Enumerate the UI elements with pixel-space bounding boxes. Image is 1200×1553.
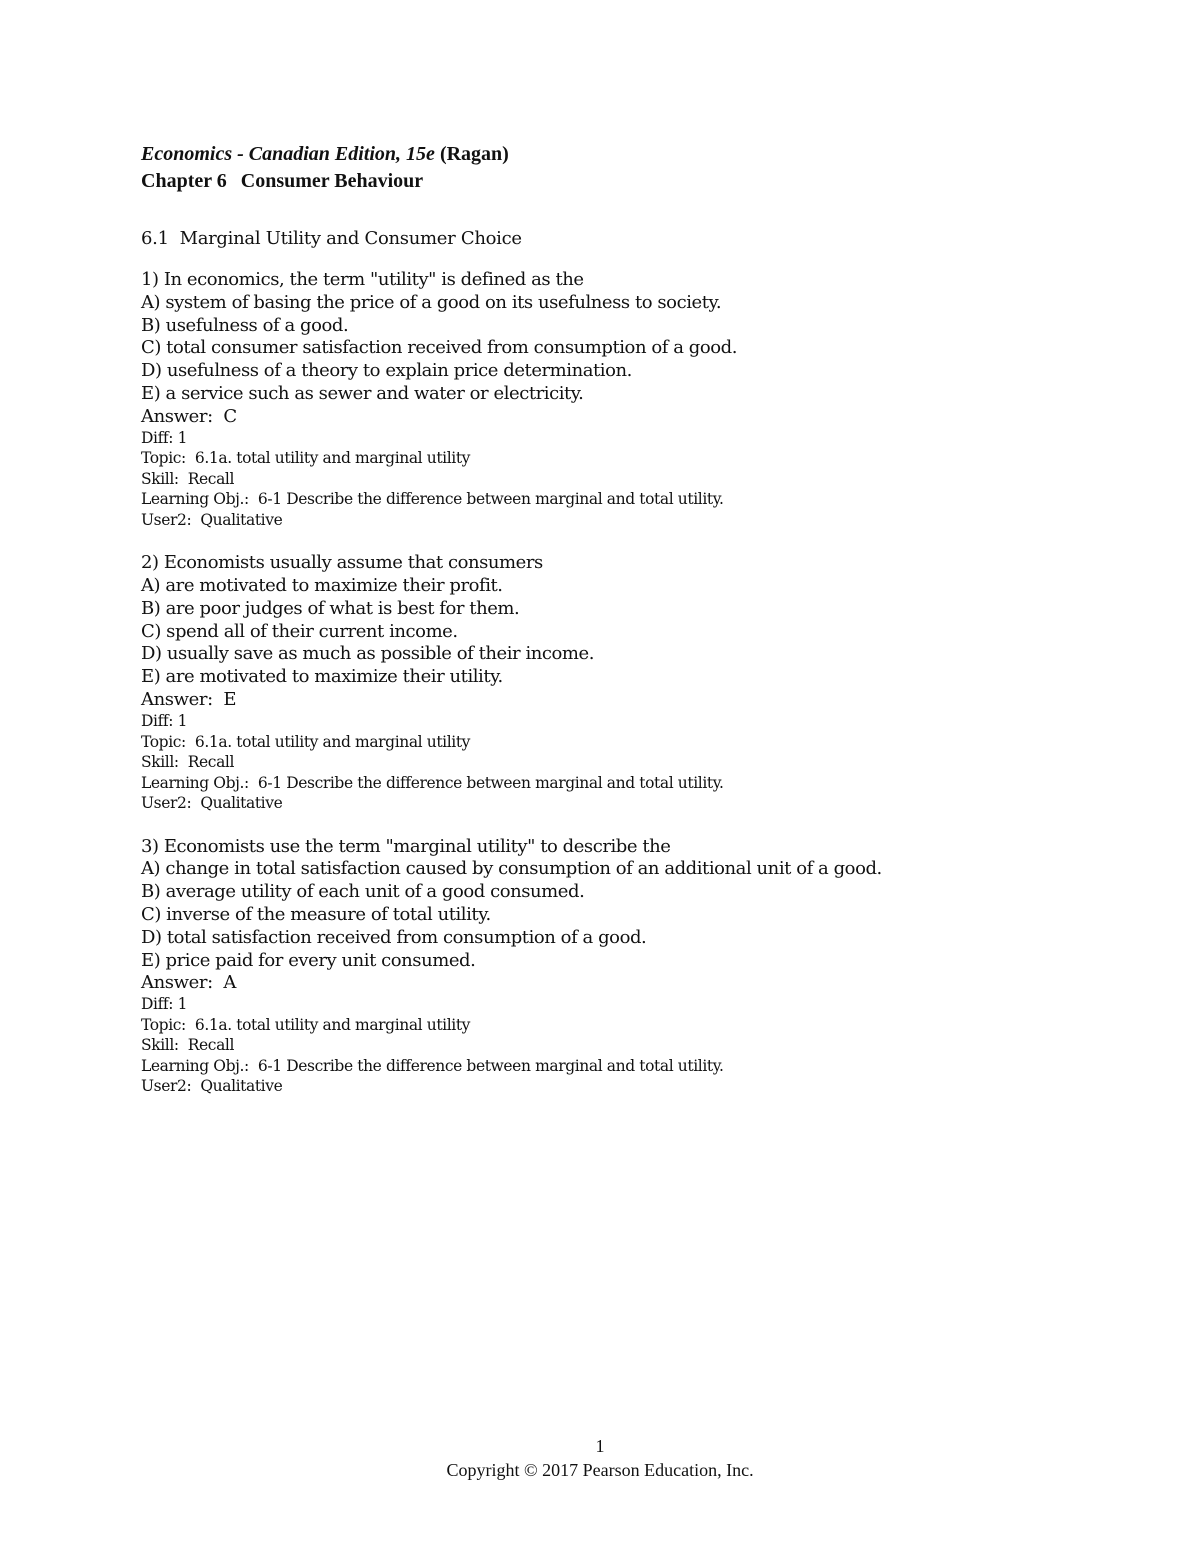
option-e: E) price paid for every unit consumed. xyxy=(141,949,476,971)
diff-line: Diff: 1 xyxy=(141,428,188,447)
question-stem: 3) Economists use the term "marginal utility" to describe the xyxy=(141,835,671,857)
topic-line: Topic: 6.1a. total utility and marginal utility xyxy=(141,732,471,751)
answer-line: Answer: A xyxy=(141,972,237,994)
option-a: A) are motivated to maximize their profit. xyxy=(141,575,503,597)
learning-obj-line: Learning Obj.: 6-1 Describe the difference between marginal and total utility. xyxy=(141,1056,724,1075)
answer-line: Answer: C xyxy=(141,405,237,427)
skill-line: Skill: Recall xyxy=(141,753,235,772)
diff-line: Diff: 1 xyxy=(141,712,188,731)
option-c: C) inverse of the measure of total utility. xyxy=(141,903,491,925)
section-title: 6.1 Marginal Utility and Consumer Choice xyxy=(141,228,522,249)
option-b: B) average utility of each unit of a good consumed. xyxy=(141,881,585,903)
option-b: B) are poor judges of what is best for them. xyxy=(141,597,520,619)
option-d: D) usefulness of a theory to explain price determination. xyxy=(141,360,632,382)
chapter-title: Consumer Behaviour xyxy=(240,170,424,192)
skill-line: Skill: Recall xyxy=(141,1036,235,1055)
question-2 xyxy=(141,552,1101,813)
learning-obj-line: Learning Obj.: 6-1 Describe the difference between marginal and total utility. xyxy=(141,773,724,792)
question-1 xyxy=(141,269,1101,530)
topic-line: Topic: 6.1a. total utility and marginal utility xyxy=(141,1015,471,1034)
question-3 xyxy=(141,836,1101,1097)
option-e: E) are motivated to maximize their utility. xyxy=(141,666,503,688)
question-stem: 1) In economics, the term "utility" is defined as the xyxy=(141,269,584,290)
option-a: A) system of basing the price of a good on its usefulness to society. xyxy=(141,291,722,313)
book-title-line xyxy=(141,141,1101,167)
user2-line: User2: Qualitative xyxy=(141,1077,283,1096)
option-a: A) change in total satisfaction caused by consumption of an additional unit of a good. xyxy=(141,858,882,880)
user2-line: User2: Qualitative xyxy=(141,794,283,813)
option-b: B) usefulness of a good. xyxy=(141,314,349,336)
copyright-notice: Copyright © 2017 Pearson Education, Inc. xyxy=(446,1460,754,1480)
option-d: D) usually save as much as possible of their income. xyxy=(141,643,595,665)
document-page xyxy=(141,141,1101,1119)
book-author: (Ragan) xyxy=(439,143,509,165)
chapter-label: Chapter 6 xyxy=(141,170,227,192)
question-stem: 2) Economists usually assume that consumers xyxy=(141,552,543,574)
page-number: 1 xyxy=(595,1436,605,1456)
option-e: E) a service such as sewer and water or electricity. xyxy=(141,382,584,404)
user2-line: User2: Qualitative xyxy=(141,510,283,529)
book-title: Economics - Canadian Edition, 15e xyxy=(141,143,435,165)
chapter-heading xyxy=(141,167,1101,195)
topic-line: Topic: 6.1a. total utility and marginal utility xyxy=(141,449,471,468)
option-c: C) spend all of their current income. xyxy=(141,620,458,642)
answer-line: Answer: E xyxy=(141,689,237,711)
learning-obj-line: Learning Obj.: 6-1 Describe the difference between marginal and total utility. xyxy=(141,490,724,509)
diff-line: Diff: 1 xyxy=(141,995,188,1014)
option-c: C) total consumer satisfaction received from consumption of a good. xyxy=(141,337,737,359)
skill-line: Skill: Recall xyxy=(141,469,235,488)
option-d: D) total satisfaction received from consumption of a good. xyxy=(141,926,647,948)
